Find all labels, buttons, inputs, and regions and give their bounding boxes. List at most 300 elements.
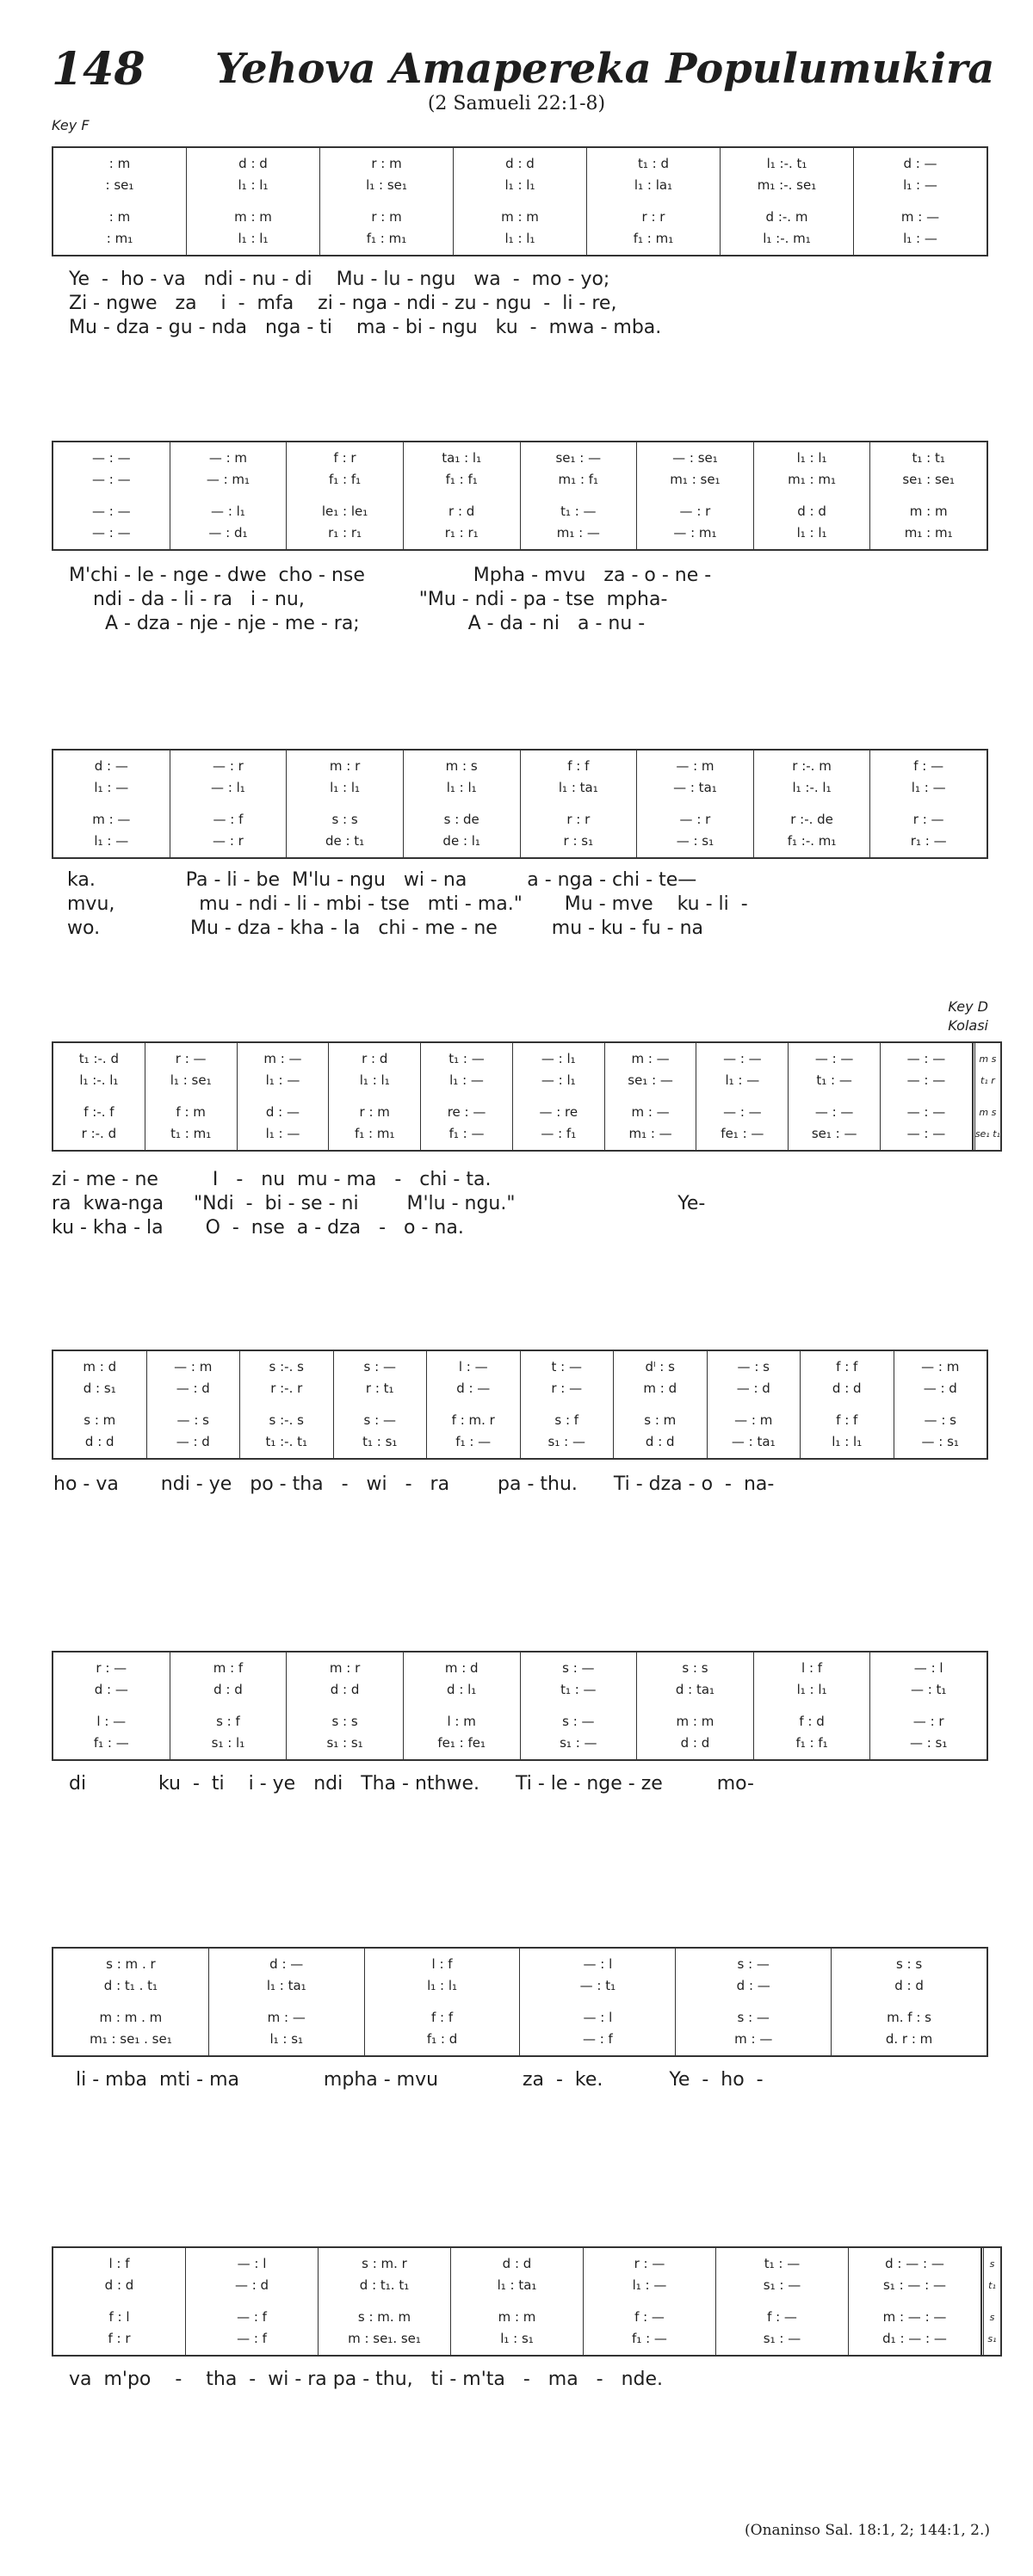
- note-row: s : m. r: [362, 2256, 407, 2271]
- note-row: — : m: [174, 1359, 213, 1374]
- note-row: fe₁ : fe₁: [437, 1735, 486, 1751]
- note-row: m₁ : f₁: [558, 472, 599, 487]
- note-row: — : s₁: [909, 1735, 948, 1751]
- note-row: — : s₁: [921, 1434, 959, 1449]
- note-row: s : —: [562, 1714, 595, 1729]
- note-row: m : —: [92, 812, 131, 827]
- note-row: r :-. r: [270, 1381, 303, 1396]
- note-row: — : l₁: [211, 780, 245, 795]
- note-row: t : —: [551, 1359, 582, 1374]
- measure: [209, 1949, 365, 2055]
- note-row: — : s: [924, 1412, 956, 1428]
- music-system: [52, 441, 988, 551]
- note-row: se₁ : —: [555, 450, 602, 466]
- measure: [614, 1351, 708, 1458]
- note-row: m : —: [263, 1051, 302, 1066]
- note-row: t₁ r: [980, 1075, 995, 1086]
- hymn-number: 148: [52, 43, 145, 96]
- note-row: fe₁ : —: [721, 1126, 764, 1141]
- note-row: f₁ :-. m₁: [787, 833, 837, 849]
- note-row: s : —: [737, 2010, 770, 2025]
- measure: [53, 442, 170, 549]
- note-row: m : —: [631, 1104, 670, 1120]
- note-row: l₁ : s₁: [500, 2331, 534, 2346]
- note-row: r : —: [96, 1660, 127, 1676]
- note-row: s : s: [682, 1660, 708, 1676]
- note-row: m s: [979, 1107, 997, 1118]
- note-row: l : m: [447, 1714, 476, 1729]
- note-row: d :-. m: [765, 209, 808, 225]
- note-row: s :-. s: [269, 1359, 304, 1374]
- note-row: s₁ : —: [547, 1434, 585, 1449]
- note-row: l₁ : s₁: [269, 2031, 304, 2047]
- lyric-line: A - dza - nje - nje - me - ra; A - da - ni a - nu -: [69, 613, 646, 634]
- note-row: t₁ : —: [560, 503, 597, 519]
- note-row: — : r: [213, 758, 244, 774]
- measure: [521, 751, 638, 857]
- note-row: m : d: [444, 1660, 479, 1676]
- note-row: r : m: [371, 156, 402, 171]
- note-row: d : l₁: [447, 1682, 477, 1697]
- note-row: f : r: [333, 450, 356, 466]
- note-row: l₁ : —: [903, 177, 937, 193]
- note-row: — : —: [814, 1051, 854, 1066]
- note-row: l : f: [801, 1660, 823, 1676]
- music-system: [52, 1651, 988, 1761]
- note-row: d : d: [797, 503, 826, 519]
- note-row: — : f₁: [541, 1126, 577, 1141]
- note-row: f :-. f: [84, 1104, 114, 1120]
- note-row: d : t₁. t₁: [359, 2277, 410, 2293]
- note-row: — : se₁: [672, 450, 718, 466]
- key-signature-start: Key F: [52, 117, 90, 133]
- note-row: l₁ : —: [265, 1126, 300, 1141]
- note-row: l₁ : —: [911, 780, 946, 795]
- note-row: l₁ : l₁: [796, 1682, 827, 1697]
- note-row: f₁ : f₁: [328, 472, 362, 487]
- measure: [513, 1043, 605, 1150]
- note-row: s₁: [987, 2333, 997, 2344]
- note-row: — : s: [737, 1359, 770, 1374]
- key-signature-change: Key D: [948, 998, 988, 1015]
- lyric-line: Ye - ho - va ndi - nu - di Mu - lu - ngu wa - mo - yo;: [69, 269, 610, 290]
- note-row: d : —: [456, 1381, 491, 1396]
- note-row: l₁ : l₁: [238, 177, 269, 193]
- music-system: [52, 1041, 1002, 1152]
- note-row: r₁ : r₁: [328, 525, 362, 541]
- note-row: : m: [108, 209, 131, 225]
- note-row: s : m. m: [357, 2309, 411, 2325]
- measure: [754, 751, 871, 857]
- measure: [870, 1652, 987, 1759]
- lyric-line: zi - me - ne I - nu mu - ma - chi - ta.: [52, 1169, 492, 1190]
- note-row: l₁ :-. t₁: [766, 156, 807, 171]
- measure: [287, 1652, 404, 1759]
- note-row: l₁ : se₁: [170, 1072, 212, 1088]
- note-row: l₁ : —: [449, 1072, 484, 1088]
- note-row: — : —: [92, 472, 131, 487]
- measure: [53, 1652, 170, 1759]
- note-row: le₁ : le₁: [321, 503, 368, 519]
- note-row: — : —: [92, 503, 131, 519]
- note-row: m : — : —: [882, 2309, 947, 2325]
- note-row: re : —: [447, 1104, 486, 1120]
- note-row: t₁ : d: [637, 156, 669, 171]
- measure: [521, 1652, 638, 1759]
- note-row: f₁ : m₁: [366, 231, 407, 246]
- note-row: m : d: [83, 1359, 117, 1374]
- note-row: m₁ : —: [556, 525, 600, 541]
- measure: [287, 751, 404, 857]
- measure: [334, 1351, 428, 1458]
- measure: [520, 1949, 676, 2055]
- note-row: f₁ : —: [455, 1434, 492, 1449]
- note-row: f₁ : —: [632, 2331, 667, 2346]
- note-row: dˡ : s: [645, 1359, 675, 1374]
- lyric-line: mvu, mu - ndi - li - mbi - tse mti - ma." Mu - mve ku - li -: [67, 893, 748, 915]
- music-system: [52, 1350, 988, 1460]
- note-row: — : d: [176, 1381, 210, 1396]
- note-row: : m₁: [106, 231, 133, 246]
- note-row: — : r: [679, 503, 711, 519]
- note-row: — : m: [734, 1412, 773, 1428]
- note-row: f : f: [836, 1359, 858, 1374]
- measure: [170, 442, 288, 549]
- measure: [584, 2248, 716, 2355]
- measure: [240, 1351, 334, 1458]
- note-row: m : m: [234, 209, 272, 225]
- note-row: — : r: [213, 833, 244, 849]
- measure: [870, 442, 987, 549]
- note-row: r : d: [448, 503, 475, 519]
- note-row: t₁ : —: [816, 1072, 852, 1088]
- note-row: — : —: [906, 1104, 946, 1120]
- note-row: — : —: [723, 1051, 762, 1066]
- lyric-line: ka. Pa - li - be M'lu - ngu wi - na a - nga - chi - te—: [67, 869, 697, 891]
- note-row: r :-. m: [792, 758, 832, 774]
- note-row: l₁ : —: [265, 1072, 300, 1088]
- note-row: m : —: [900, 209, 940, 225]
- note-row: d : d: [832, 1381, 862, 1396]
- note-row: t₁ : —: [764, 2256, 801, 2271]
- note-row: f₁ : m₁: [354, 1126, 395, 1141]
- lyric-line: di ku - ti i - ye ndi Tha - nthwe. Ti - le - nge - ze mo-: [69, 1773, 754, 1795]
- measure: [881, 1043, 973, 1150]
- measure: [320, 148, 454, 255]
- note-row: d : d: [505, 156, 535, 171]
- note-row: r : r: [566, 812, 591, 827]
- note-row: l₁ :-. l₁: [79, 1072, 119, 1088]
- lyric-line: Zi - ngwe za i - mfa zi - nga - ndi - zu - ngu - li - re,: [69, 293, 617, 314]
- note-row: s : m: [84, 1412, 116, 1428]
- note-row: s₁ : —: [763, 2331, 801, 2346]
- note-row: r :-. d: [81, 1126, 117, 1141]
- lyric-line: ra kwa-nga "Ndi - bi - se - ni M'lu - ngu." Ye-: [52, 1193, 706, 1214]
- measure: [605, 1043, 697, 1150]
- note-row: s₁ : —: [763, 2277, 801, 2293]
- measure: [287, 442, 404, 549]
- note-row: l₁ : l₁: [359, 1072, 390, 1088]
- note-row: r : —: [175, 1051, 207, 1066]
- music-system: [52, 1947, 988, 2057]
- note-row: d : d: [84, 1434, 114, 1449]
- measure: [870, 751, 987, 857]
- key-transition-bar: [973, 1043, 1000, 1150]
- note-row: s₁ : l₁: [211, 1735, 245, 1751]
- scripture-reference: (2 Samueli 22:1-8): [427, 93, 606, 114]
- measure: [454, 148, 587, 255]
- note-row: d : —: [903, 156, 937, 171]
- note-row: d : d: [894, 1978, 924, 1993]
- measure: [696, 1043, 789, 1150]
- note-row: m₁ : se₁: [670, 472, 721, 487]
- note-row: de : t₁: [325, 833, 365, 849]
- note-row: f : f: [836, 1412, 858, 1428]
- note-row: r : —: [551, 1381, 583, 1396]
- measure: [147, 1351, 241, 1458]
- note-row: — : ta₁: [731, 1434, 776, 1449]
- measure: [170, 1652, 288, 1759]
- note-row: d : d: [238, 156, 268, 171]
- note-row: — : f: [237, 2309, 267, 2325]
- note-row: f : l: [108, 2309, 130, 2325]
- measure: [53, 1043, 145, 1150]
- note-row: m : s: [445, 758, 478, 774]
- note-row: l₁ : l₁: [796, 450, 827, 466]
- note-row: t₁ : —: [560, 1682, 597, 1697]
- note-row: — : m: [676, 758, 714, 774]
- note-row: — : l: [583, 2010, 613, 2025]
- note-row: d : — : —: [885, 2256, 944, 2271]
- note-row: m : d: [643, 1381, 677, 1396]
- note-row: f : f: [430, 2010, 454, 2025]
- note-row: f₁ : f₁: [445, 472, 478, 487]
- music-system: [52, 749, 988, 859]
- note-row: s : —: [363, 1359, 396, 1374]
- note-row: l₁ : l₁: [796, 525, 827, 541]
- note-row: se₁ : —: [628, 1072, 673, 1088]
- note-row: r : m: [371, 209, 402, 225]
- note-row: m : r: [329, 1660, 361, 1676]
- note-row: l₁ :-. m₁: [763, 231, 811, 246]
- note-row: f : —: [767, 2309, 797, 2325]
- lyric-line: wo. Mu - dza - kha - la chi - me - ne mu - ku - fu - na: [67, 917, 704, 939]
- note-row: : m: [108, 156, 131, 171]
- note-row: l₁ : l₁: [504, 177, 535, 193]
- note-row: d : t₁ . t₁: [103, 1978, 158, 1993]
- note-row: — : re: [539, 1104, 578, 1120]
- note-row: m s: [979, 1053, 997, 1065]
- note-row: d : d: [330, 1682, 360, 1697]
- note-row: f₁ : —: [93, 1735, 129, 1751]
- measure: [754, 442, 871, 549]
- measure: [708, 1351, 801, 1458]
- measure: [53, 1351, 147, 1458]
- note-row: — : r: [679, 812, 711, 827]
- measure: [789, 1043, 881, 1150]
- measure: [329, 1043, 421, 1150]
- note-row: — : m₁: [673, 525, 717, 541]
- note-row: m : m: [909, 503, 948, 519]
- lyric-line: va m'po - tha - wi - ra pa - thu, ti - m'ta - ma - nde.: [69, 2369, 664, 2390]
- note-row: d : —: [736, 1978, 770, 1993]
- note-row: l : f: [431, 1956, 453, 1972]
- note-row: l₁ : l₁: [330, 780, 361, 795]
- note-row: l₁ : la₁: [634, 177, 673, 193]
- note-row: t₁ : t₁: [912, 450, 945, 466]
- note-row: t₁ :-. t₁: [265, 1434, 308, 1449]
- measure: [451, 2248, 584, 2355]
- lyric-line: M'chi - le - nge - dwe cho - nse Mpha - mvu za - o - ne -: [69, 565, 712, 586]
- note-row: — : s₁: [676, 833, 714, 849]
- cross-reference-footer: (Onaninso Sal. 18:1, 2; 144:1, 2.): [745, 2522, 990, 2539]
- note-row: — : —: [906, 1072, 946, 1088]
- measure: [319, 2248, 451, 2355]
- note-row: d : d: [104, 2277, 134, 2293]
- measure: [170, 751, 288, 857]
- note-row: s :-. s: [269, 1412, 304, 1428]
- note-row: l₁ : l₁: [832, 1434, 863, 1449]
- note-row: l₁ : —: [632, 2277, 667, 2293]
- note-row: f : —: [634, 2309, 665, 2325]
- note-row: l₁ : ta₁: [497, 2277, 537, 2293]
- note-row: l₁ : —: [94, 833, 129, 849]
- lyric-line: Mu - dza - gu - nda nga - ti ma - bi - ngu ku - mwa - mba.: [69, 317, 662, 338]
- measure: [521, 1351, 615, 1458]
- note-row: se₁ : —: [811, 1126, 857, 1141]
- note-row: s : m: [644, 1412, 677, 1428]
- note-row: s: [989, 2312, 995, 2323]
- note-row: r₁ : —: [910, 833, 947, 849]
- note-row: d : ta₁: [675, 1682, 715, 1697]
- note-row: t₁: [988, 2280, 996, 2291]
- note-row: — : d₁: [208, 525, 248, 541]
- note-row: d : —: [94, 1682, 128, 1697]
- note-row: m : se₁. se₁: [348, 2331, 421, 2346]
- note-row: — : f: [213, 812, 244, 827]
- note-row: l : —: [458, 1359, 488, 1374]
- note-row: — : f: [582, 2031, 613, 2047]
- measure: [145, 1043, 238, 1150]
- note-row: s : —: [363, 1412, 396, 1428]
- note-row: se₁ : se₁: [902, 472, 956, 487]
- note-row: — : t₁: [910, 1682, 947, 1697]
- note-row: — : d: [736, 1381, 770, 1396]
- measure: [187, 148, 320, 255]
- hymn-title: Yehova Amapereka Populumukira: [215, 45, 995, 93]
- note-row: f : m: [176, 1104, 206, 1120]
- note-row: f : —: [913, 758, 944, 774]
- note-row: s: [989, 2258, 995, 2270]
- lyric-line: li - mba mti - ma mpha - mvu za - ke. Ye - ho -: [76, 2069, 764, 2091]
- note-row: f₁ : —: [448, 1126, 485, 1141]
- note-row: de : l₁: [442, 833, 480, 849]
- note-row: m : —: [631, 1051, 670, 1066]
- note-row: — : l: [913, 1660, 943, 1676]
- note-row: s : f: [216, 1714, 240, 1729]
- note-row: s : s: [331, 812, 358, 827]
- note-row: — : d: [234, 2277, 269, 2293]
- note-row: l₁ : ta₁: [558, 780, 598, 795]
- note-row: s : —: [737, 1956, 770, 1972]
- measure: [716, 2248, 849, 2355]
- note-row: — : r: [912, 1714, 944, 1729]
- music-system: [52, 146, 988, 256]
- key-transition-bar: [981, 2248, 1000, 2355]
- note-row: ta₁ : l₁: [442, 450, 482, 466]
- measure: [238, 1043, 330, 1150]
- note-row: l₁ : l₁: [427, 1978, 458, 1993]
- lyric-line: ndi - da - li - ra i - nu, "Mu - ndi - pa - tse mpha-: [69, 589, 668, 610]
- measure: [427, 1351, 521, 1458]
- note-row: — : s: [176, 1412, 209, 1428]
- note-row: m : m . m: [99, 2010, 163, 2025]
- note-row: s₁ : s₁: [326, 1735, 363, 1751]
- note-row: — : l₁: [541, 1072, 576, 1088]
- note-row: — : —: [906, 1051, 946, 1066]
- note-row: — : —: [92, 525, 131, 541]
- measure: [754, 1652, 871, 1759]
- note-row: m. f : s: [887, 2010, 931, 2025]
- note-row: — : ta₁: [673, 780, 717, 795]
- note-row: m : r: [329, 758, 361, 774]
- note-row: r : —: [912, 812, 944, 827]
- note-row: — : m₁: [206, 472, 251, 487]
- note-row: d : d: [213, 1682, 243, 1697]
- note-row: m₁ :-. se₁: [757, 177, 817, 193]
- note-row: l₁ : —: [903, 231, 937, 246]
- note-row: l₁ : l₁: [238, 231, 269, 246]
- note-row: t₁ : s₁: [362, 1434, 398, 1449]
- note-row: m : m: [676, 1714, 714, 1729]
- note-row: d : —: [269, 1956, 304, 1972]
- note-row: f : f: [567, 758, 590, 774]
- note-row: — : l₁: [541, 1051, 576, 1066]
- note-row: f₁ : f₁: [795, 1735, 828, 1751]
- note-row: m₁ : —: [628, 1126, 672, 1141]
- note-row: m : —: [267, 2010, 306, 2025]
- measure: [53, 2248, 186, 2355]
- note-row: l₁ : —: [94, 780, 129, 795]
- note-row: d : d: [680, 1735, 710, 1751]
- note-row: l₁ :-. l₁: [792, 780, 832, 795]
- measure: [721, 148, 854, 255]
- note-row: : se₁: [105, 177, 134, 193]
- note-row: s : m . r: [106, 1956, 156, 1972]
- note-row: d : —: [265, 1104, 300, 1120]
- note-row: r : —: [634, 2256, 665, 2271]
- note-row: — : l₁: [211, 503, 245, 519]
- note-row: r : m: [359, 1104, 390, 1120]
- measure: [521, 442, 638, 549]
- note-row: — : d: [176, 1434, 210, 1449]
- note-row: — : —: [906, 1126, 946, 1141]
- measure: [854, 148, 987, 255]
- note-row: r : r: [641, 209, 665, 225]
- note-row: l : —: [96, 1714, 127, 1729]
- measure: [676, 1949, 832, 2055]
- note-row: f₁ : m₁: [633, 231, 674, 246]
- note-row: m₁ : se₁ . se₁: [90, 2031, 172, 2047]
- note-row: d. r : m: [885, 2031, 933, 2047]
- measure: [894, 1351, 987, 1458]
- note-row: — : —: [92, 450, 131, 466]
- note-row: l : f: [108, 2256, 130, 2271]
- note-row: m : —: [734, 2031, 773, 2047]
- lyric-line: ku - kha - la O - nse a - dza - o - na.: [52, 1217, 464, 1239]
- measure: [186, 2248, 319, 2355]
- note-row: d : s₁: [83, 1381, 116, 1396]
